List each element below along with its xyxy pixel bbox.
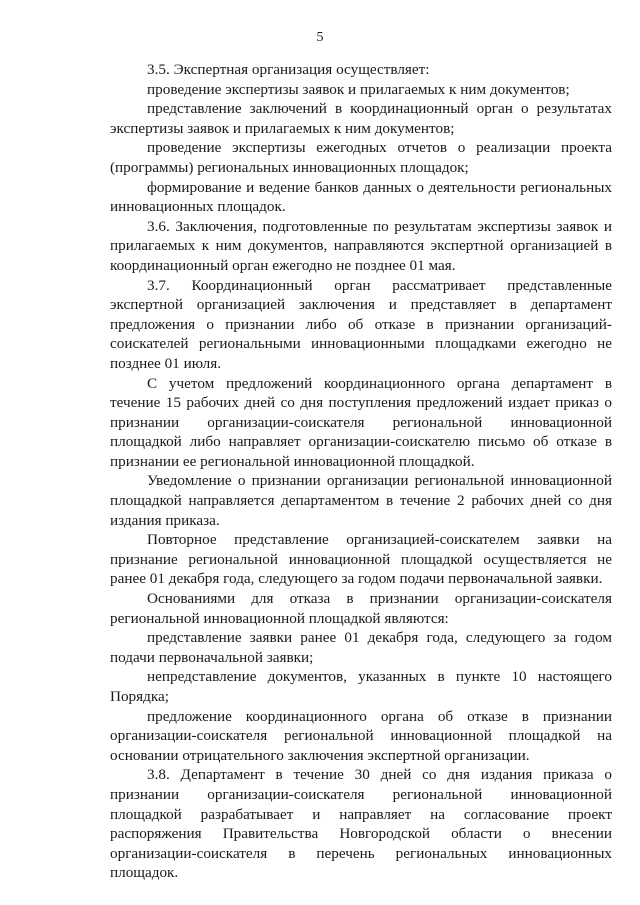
paragraph: непредставление документов, указанных в пункте 10 настоящего Порядка; xyxy=(110,668,612,705)
paragraph: 3.7. Координационный орган рассматривает представленные экспертной организацией заключения и представляет в департамент предложения о признании либо об отказе в признании организаций-соискателей региональными инновационными площадками ежегодно не позднее 01 июля. xyxy=(110,276,612,372)
paragraph: 3.6. Заключения, подготовленные по результатам экспертизы заявок и прилагаемых к ним документов, направляются экспертной организацией в координационный орган ежегодно не позднее 01 мая. xyxy=(110,217,612,274)
paragraph: представление заявки ранее 01 декабря года, следующего за годом подачи первоначальной заявки; xyxy=(110,629,612,666)
paragraph: Основаниями для отказа в признании организации-соискателя региональной инновационной площадкой являются: xyxy=(110,590,612,627)
paragraph: представление заключений в координационный орган о результатах экспертизы заявок и прилагаемых к ним документов; xyxy=(110,100,612,137)
paragraph: проведение экспертизы ежегодных отчетов о реализации проекта (программы) региональных инновационных площадок; xyxy=(110,139,612,176)
paragraph: проведение экспертизы заявок и прилагаемых к ним документов; xyxy=(147,80,570,98)
page-number: 5 xyxy=(316,30,324,45)
document-body xyxy=(110,60,612,883)
paragraph: Повторное представление организацией-соискателем заявки на признание региональной инновационной площадкой осуществляется не ранее 01 декабря года, следующего за годом подачи первоначальной заявки. xyxy=(110,531,612,588)
paragraph: Уведомление о признании организации региональной инновационной площадкой направляется департаментом в течение 2 рабочих дней со дня издания приказа. xyxy=(110,472,612,529)
paragraph: 3.8. Департамент в течение 30 дней со дня издания приказа о признании организации-соискателя региональной инновационной площадкой разрабатывает и направляет на согласование проект распоряжения Правительства Новгородской области о внесении организации-соискателя в перечень региональных инновационных площадок. xyxy=(110,766,612,882)
paragraph: формирование и ведение банков данных о деятельности региональных инновационных площадок. xyxy=(110,178,612,216)
paragraph: 3.5. Экспертная организация осуществляет: xyxy=(147,61,430,78)
paragraph: С учетом предложений координационного органа департамент в течение 15 рабочих дней со дня поступления предложений издает приказ о признании организации-соискателя региональной инновационной площадкой либо направляет организации-соискателю письмо об отказе в признании ее региональной инновационной площадкой. xyxy=(110,374,612,470)
paragraph: предложение координационного органа об отказе в признании организации-соискателя региональной инновационной площадкой на основании отрицательного заключения экспертной организации. xyxy=(110,707,612,764)
